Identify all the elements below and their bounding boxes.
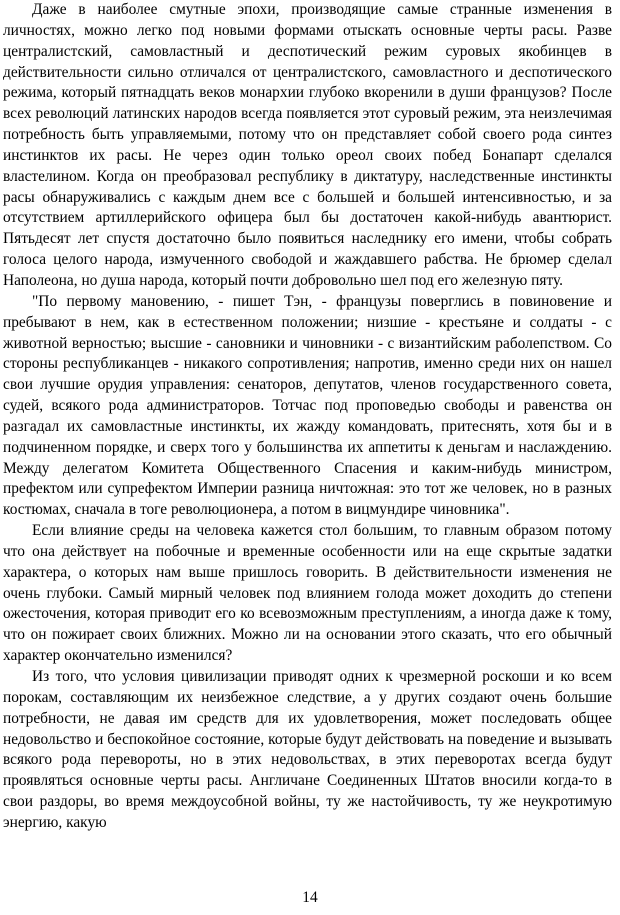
page-number: 14 bbox=[302, 889, 318, 906]
text-body bbox=[3, 0, 612, 834]
paragraph-4: Из того, что условия цивилизации приводят одних к чрезмерной роскоши и ко всем порокам, составляющим их неизбежное следствие, а у других создают очень большие потребности, не давая им средств для их удовлетворения, может последовать общее недовольство и беспокойное состояние, которые будут действовать на поведение и вызывать всякого рода перевороты, но в этих недовольствах, в этих переворотах всегда будут проявляться основные черты расы. Англичане Соединенных Штатов вносили когда-то в свои раздоры, во время междоусобной войны, ту же настойчивость, ту же неукротимую энергию, какую bbox=[3, 668, 612, 831]
paragraph-1: Даже в наиболее смутные эпохи, производящие самые странные изменения в личностях, можно легко под новыми формами отыскать основные черты расы. Разве централистский, самовластный и деспотический режим суровых якобинцев в действительности сильно отличался от централистского, самовластного и деспотического режима, который пятнадцать веков монархии глубоко вкоренили в души французов? После всех революций латинских народов всегда появляется этот суровый режим, эта неизлечимая потребность быть управляемыми, потому что он представляет собой своего рода синтез инстинктов их расы. Не через один только ореол своих побед Бонапарт сделался властелином. Когда он преобразовал республику в диктатуру, наследственные инстинкты расы обнаруживались с каждым днем все с большей и большей интенсивностью, и за отсутствием артиллерийского офицера был бы достаточен какой-нибудь авантюрист. Пятьдесят лет спустя достаточно было появиться наследнику его имени, чтобы собрать голоса целого народа, измученного свободой и жаждавшего рабства. Не брюмер сделал Наполеона, но душа народа, который почти добровольно шел под его железную пяту. bbox=[3, 1, 612, 289]
paragraph-2: "По первому мановению, - пишет Тэн, - французы поверглись в повиновение и пребывают в нем, как в естественном положении; низшие - крестьяне и солдаты - с животной верностью; высшие - сановники и чиновники - с византийским раболепством. Со стороны республиканцев - никакого сопротивления; напротив, именно среди них он нашел свои лучшие орудия управления: сенаторов, депутатов, членов государственного совета, судей, всякого рода администраторов. Тотчас под проповедью свободы и равенства он разгадал их самовластные инстинкты, их жажду командовать, притеснять, хотя бы и в подчиненном порядке, и сверх того у большинства их аппетиты к деньгам и наслаждению. Между делегатом Комитета Общественного Спасения и каким-нибудь министром, префектом или супрефектом Империи разница ничтожная: это тот же человек, но в разных костюмах, сначала в тоге революционера, а потом в вицмундире чиновника". bbox=[3, 292, 612, 519]
paragraph-3: Если влияние среды на человека кажется стол большим, то главным образом потому что она действует на побочные и временные особенности или на еще скрытые задатки характера, о которых нам выше пришлось говорить. В действительности изменения не очень глубоки. Самый мирный человек под влиянием голода может доходить до степени ожесточения, которая приводит его ко всевозможным преступлениям, а иногда даже к тому, что он пожирает своих ближних. Можно ли на основании этого сказать, что его обычный характер окончательно изменился? bbox=[3, 522, 612, 665]
